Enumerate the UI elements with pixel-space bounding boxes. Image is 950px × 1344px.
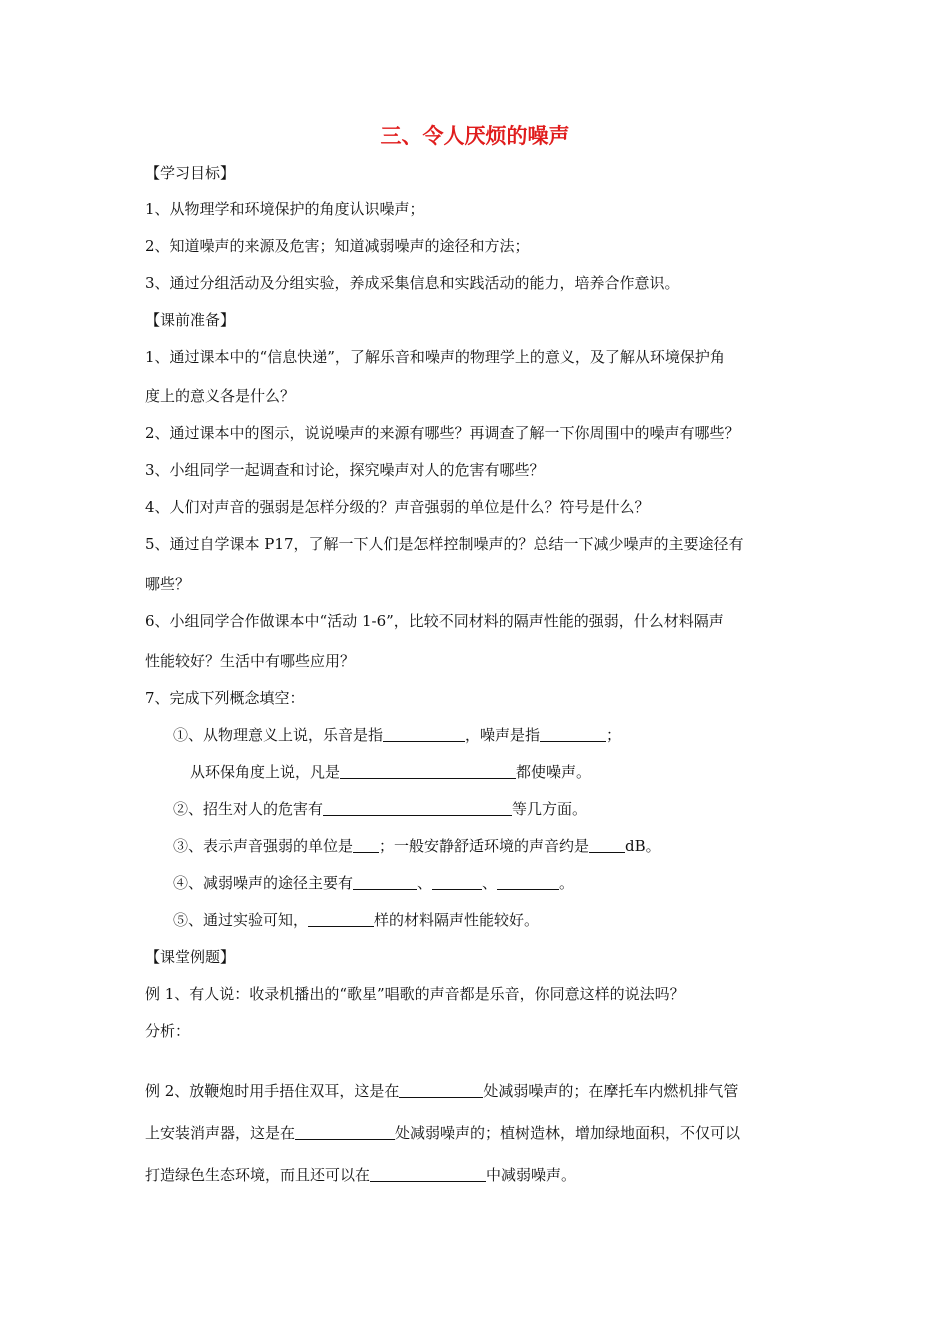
prep-question-1-cont: 度上的意义各是什么？: [145, 387, 296, 405]
blank-line[interactable]: [353, 874, 417, 890]
blank-line[interactable]: [432, 874, 482, 890]
page-title: 三、令人厌烦的噪声: [380, 123, 570, 148]
fill-item-1: ①、从物理意义上说，乐音是指 ，噪声是指 ；: [173, 726, 622, 744]
prep-question-5: 5、通过自学课本 P17，了解一下人们是怎样控制噪声的？总结一下减少噪声的主要途径有: [145, 535, 744, 553]
blank-line[interactable]: [295, 1124, 395, 1140]
prep-question-3: 3、小组同学一起调查和讨论，探究噪声对人的危害有哪些？: [145, 461, 545, 479]
section-heading-objectives: 【学习目标】: [145, 164, 236, 182]
section-heading-examples: 【课堂例题】: [145, 948, 236, 966]
blank-line[interactable]: [340, 763, 516, 779]
blank-line[interactable]: [589, 837, 625, 853]
prep-question-2: 2、通过课本中的图示，说说噪声的来源有哪些？再调查了解一下你周围中的噪声有哪些？: [145, 424, 740, 442]
example-2-cont: 上安装消声器，这是在 处减弱噪声的；植树造林，增加绿地面积，不仅可以: [145, 1124, 741, 1142]
objective-item: 1、从物理学和环境保护的角度认识噪声；: [145, 200, 425, 218]
blank-line[interactable]: [323, 800, 512, 816]
section-heading-preparation: 【课前准备】: [145, 311, 236, 329]
blank-line[interactable]: [540, 726, 606, 742]
fill-item-4: ④、减弱噪声的途径主要有 、 、 。: [173, 874, 575, 892]
blank-line[interactable]: [308, 911, 374, 927]
objective-item: 3、通过分组活动及分组实验，养成采集信息和实践活动的能力，培养合作意识。: [145, 274, 680, 292]
prep-question-4: 4、人们对声音的强弱是怎样分级的？声音强弱的单位是什么？符号是什么？: [145, 498, 650, 516]
prep-question-1: 1、通过课本中的“信息快递”，了解乐音和噪声的物理学上的意义，及了解从环境保护角: [145, 348, 725, 366]
blank-line[interactable]: [353, 837, 379, 853]
blank-line[interactable]: [383, 726, 465, 742]
blank-line[interactable]: [370, 1166, 486, 1182]
prep-question-5-cont: 哪些？: [145, 575, 191, 593]
prep-question-6: 6、小组同学合作做课本中“活动 1-6”，比较不同材料的隔声性能的强弱，什么材料隔声: [145, 612, 724, 630]
fill-item-5: ⑤、通过实验可知， 样的材料隔声性能较好。: [173, 911, 540, 929]
fill-item-3: ③、表示声音强弱的单位是 ；一般安静舒适环境的声音约是 dB。: [173, 837, 661, 855]
blank-line[interactable]: [497, 874, 559, 890]
fill-item-2: ②、招生对人的危害有 等几方面。: [173, 800, 588, 818]
blank-line[interactable]: [399, 1082, 483, 1098]
objective-item: 2、知道噪声的来源及危害；知道减弱噪声的途径和方法；: [145, 237, 530, 255]
prep-question-7: 7、完成下列概念填空：: [145, 689, 305, 707]
prep-question-6-cont: 性能较好？生活中有哪些应用？: [145, 652, 356, 670]
example-2: 例 2、放鞭炮时用手捂住双耳，这是在 处减弱噪声的；在摩托车内燃机排气管: [145, 1082, 739, 1100]
fill-item-1-cont: 从环保角度上说，凡是 都使噪声。: [190, 763, 592, 781]
analysis-label: 分析：: [145, 1022, 191, 1040]
example-2-cont: 打造绿色生态环境，而且还可以在 中减弱噪声。: [145, 1166, 577, 1184]
example-1: 例 1、有人说：收录机播出的“歌星”唱歌的声音都是乐音，你同意这样的说法吗？: [145, 985, 685, 1003]
